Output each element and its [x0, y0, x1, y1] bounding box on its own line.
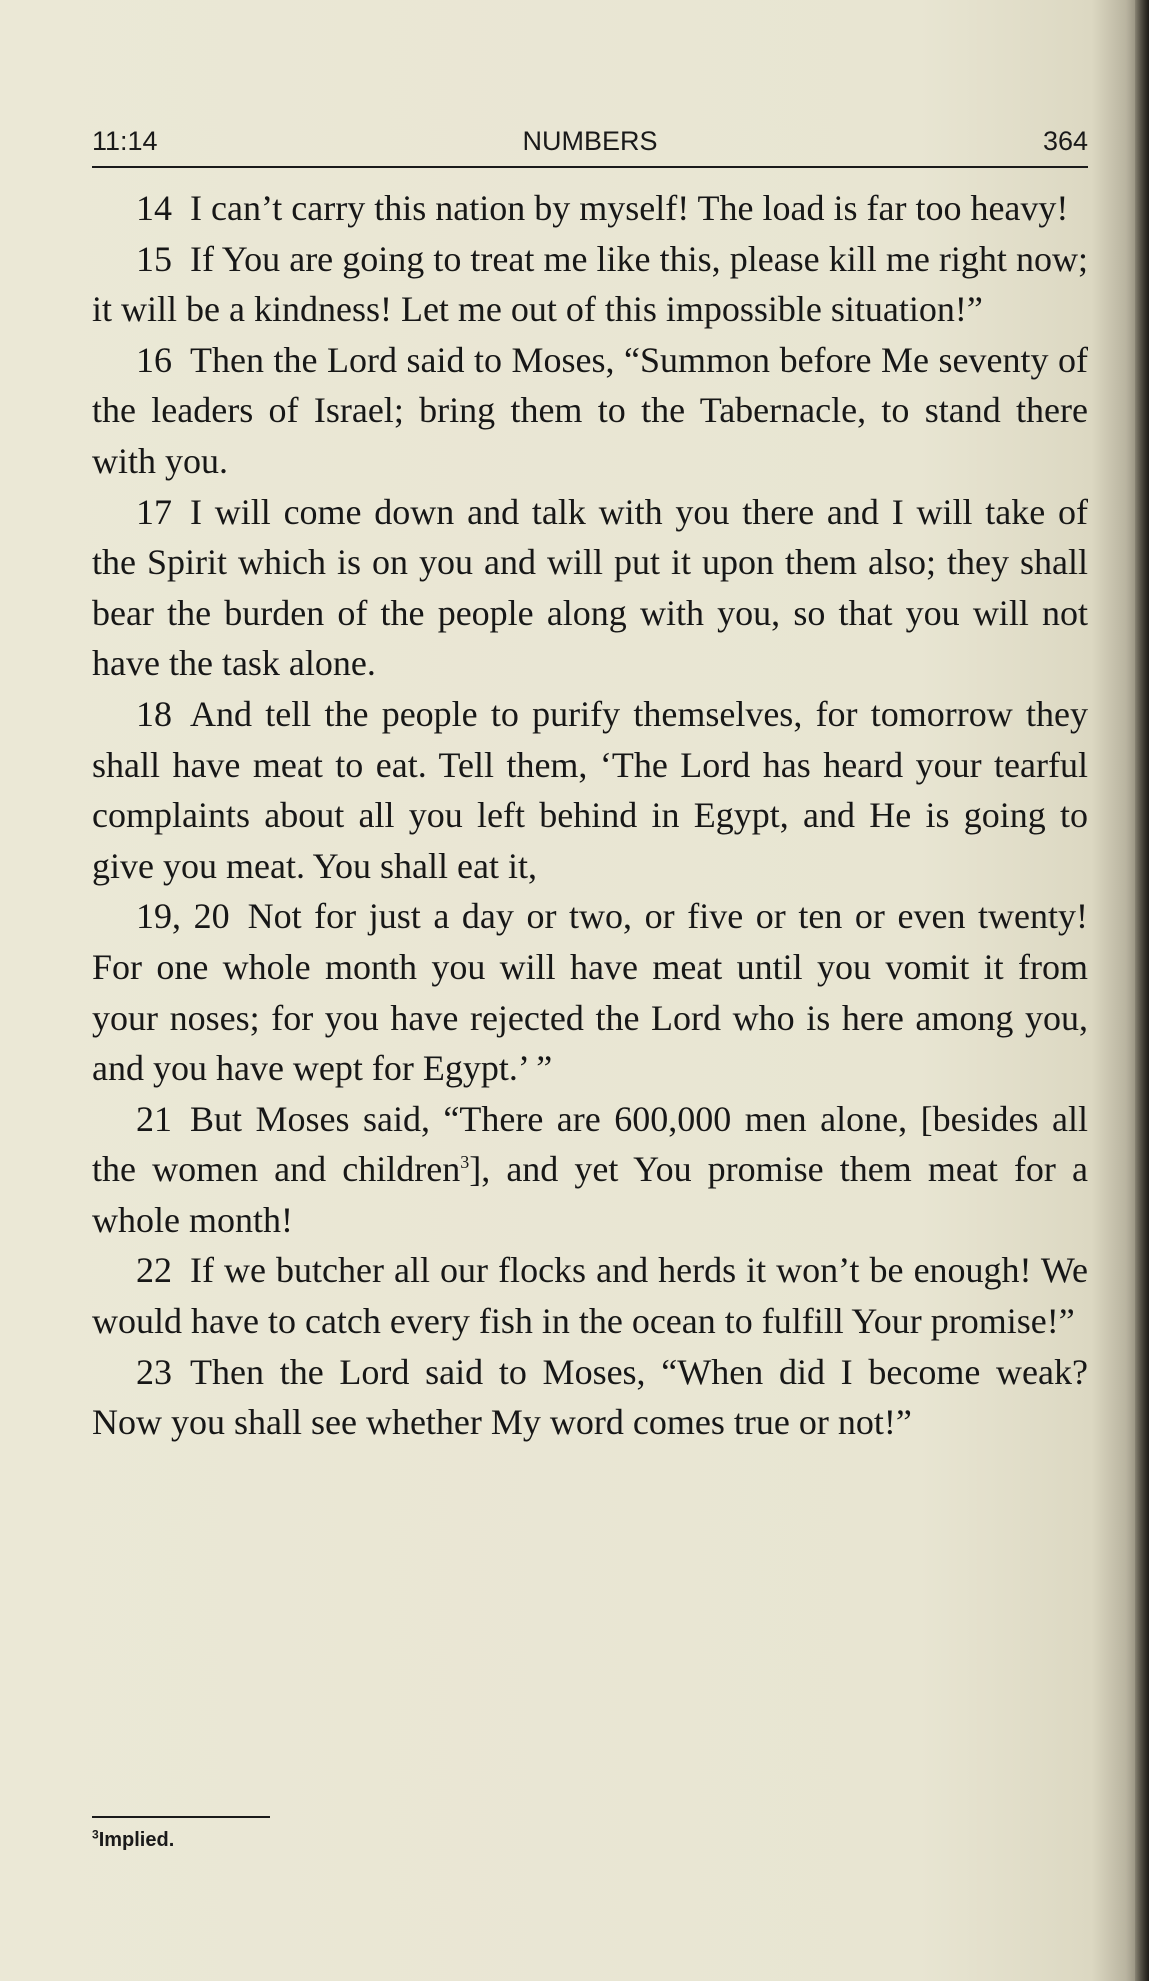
footnote-divider	[92, 1816, 270, 1818]
running-head	[92, 120, 1088, 168]
page-number: 364	[1042, 126, 1088, 156]
verse-14	[92, 183, 1088, 234]
verse-text: If You are going to treat me like this, please kill me right now; it will be a kindness! Let me out of this impossible situation!”	[92, 238, 1088, 330]
verse-text: Not for just a day or two, or five or ten or even twenty! For one whole month you will have meat until you vomit it from your noses; for you have rejected the Lord who is here among you, and you have wept for Egypt.’ ”	[92, 896, 1089, 1089]
verse-15	[92, 234, 1088, 335]
verse-number: 16	[136, 339, 172, 380]
verse-16	[92, 335, 1088, 487]
verse-text: And tell the people to purify themselves, for tomorrow they shall have meat to eat. Tell them, ‘The Lord has heard your tearful complaints about all you left behind in Egypt, and He is going to give you meat. You shall eat it,	[92, 693, 1088, 886]
verse-23	[92, 1347, 1088, 1448]
footnote-reference: 3	[460, 1152, 470, 1173]
verse-17	[92, 487, 1088, 689]
verse-number: 15	[136, 238, 172, 279]
verse-text-before-footnote: But Moses said, “There are 600,000 men alone, [besides all the women and children	[92, 1098, 1088, 1190]
footnote-marker: 3	[92, 1827, 99, 1842]
verse-22	[92, 1245, 1088, 1346]
verse-18	[92, 689, 1088, 891]
verse-text: Then the Lord said to Moses, “Summon before Me seventy of the leaders of Israel; bring them to the Tabernacle, to stand there with you.	[92, 339, 1088, 481]
verse-21	[92, 1094, 1088, 1246]
verse-text: If we butcher all our flocks and herds it won’t be enough! We would have to catch every fish in the ocean to fulfill Your promise!”	[92, 1250, 1088, 1342]
page-spine-shadow	[1135, 0, 1149, 1981]
book-title: NUMBERS	[522, 126, 658, 156]
verse-number: 23	[136, 1351, 172, 1392]
footnote-text: Implied.	[98, 1829, 175, 1851]
verse-text: I can’t carry this nation by myself! The load is far too heavy!	[190, 188, 1069, 228]
verse-number: 18	[136, 693, 172, 734]
verse-number: 14	[136, 188, 172, 228]
verse-19-20	[92, 891, 1088, 1093]
verse-number: 19, 20	[136, 896, 230, 937]
body-text	[92, 183, 1088, 1448]
footnote	[92, 1826, 174, 1854]
chapter-verse-ref: 11:14	[92, 126, 158, 156]
verse-text: I will come down and talk with you there and I will take of the Spirit which is on you and will put it upon them also; they shall bear the burden of the people along with you, so that you will not have the task alone.	[92, 491, 1088, 684]
verse-number: 17	[136, 491, 172, 532]
verse-text: Then the Lord said to Moses, “When did I become weak? Now you shall see whether My word comes true or not!”	[92, 1351, 1088, 1443]
verse-number: 21	[136, 1098, 172, 1139]
verse-text-after-footnote: ], and yet You promise them meat for a whole month!	[92, 1149, 1089, 1240]
verse-number: 22	[136, 1250, 172, 1291]
